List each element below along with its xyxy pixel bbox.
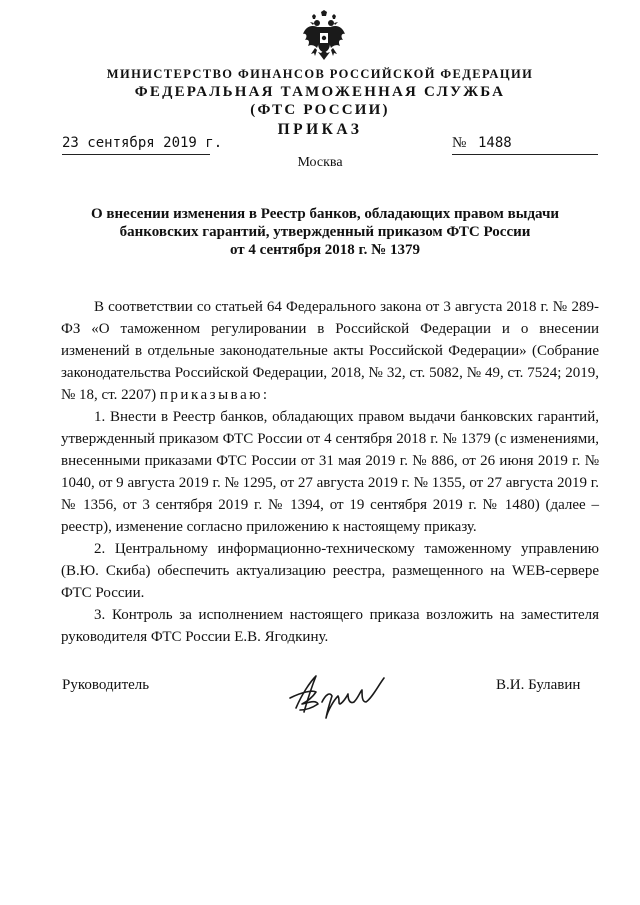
document-subject bbox=[70, 205, 580, 259]
document-number: 1488 bbox=[478, 135, 512, 151]
service-short-name: (ФТС РОССИИ) bbox=[250, 102, 390, 118]
document-type: ПРИКАЗ bbox=[277, 121, 363, 138]
preamble-text: В соответствии со статьей 64 Федерального закона от 3 августа 2018 г. № 289-ФЗ «О таможенном регулировании в Российской Федерации и о внесении изменений в отдельные законодательные акты Российской Федерации» (Собрание законодательства Российской Федерации, 2018, № 32, ст. 5082, № 49, ст. 7524; 2019, № 18, ст. 2207) bbox=[61, 299, 599, 403]
service-name: ФЕДЕРАЛЬНАЯ ТАМОЖЕННАЯ СЛУЖБА bbox=[134, 84, 506, 100]
item-2-paragraph: 2. Центральному информационно-техническому таможенному управлению (В.Ю. Скиба) обеспечить актуализацию реестра, размещенного на WEB-сервере ФТС России. bbox=[61, 541, 599, 601]
signatory-role: Руководитель bbox=[62, 677, 150, 693]
city: Москва bbox=[297, 155, 343, 170]
coat-of-arms-icon bbox=[302, 10, 346, 66]
document-body bbox=[61, 296, 599, 648]
order-word: приказываю: bbox=[159, 387, 270, 403]
document-date: 23 сентября 2019 г. bbox=[62, 135, 223, 151]
subject-line-2: банковских гарантий, утвержденный приказом ФТС России bbox=[119, 224, 531, 240]
subject-line-1: О внесении изменения в Реестр банков, обладающих правом выдачи bbox=[90, 206, 560, 222]
item-1-paragraph: 1. Внести в Реестр банков, обладающих правом выдачи банковских гарантий, утвержденный приказом ФТС России от 4 сентября 2018 г. № 1379 (с изменениями, внесенными приказами ФТС России от 31 мая 2019 г. № 886, от 26 июня 2019 г. № 1040, от 9 августа 2019 г. № 1295, от 27 августа 2019 г. № 1355, от 27 августа 2019 г. № 1356, от 3 сентября 2019 г. № 1394, от 19 сентября 2019 г. № 1480) (далее – реестр), изменение согласно приложению к настоящему приказу. bbox=[61, 409, 599, 535]
preamble-paragraph bbox=[61, 296, 599, 406]
handwritten-signature bbox=[282, 664, 402, 724]
subject-line-3: от 4 сентября 2018 г. № 1379 bbox=[230, 242, 420, 258]
signatory-name: В.И. Булавин bbox=[496, 677, 581, 693]
number-sign: № bbox=[452, 135, 467, 151]
item-3-paragraph: 3. Контроль за исполнением настоящего приказа возложить на заместителя руководителя ФТС России Е.В. Ягодкину. bbox=[61, 607, 599, 645]
ministry-name: МИНИСТЕРСТВО ФИНАНСОВ РОССИЙСКОЙ ФЕДЕРАЦИИ bbox=[106, 67, 534, 81]
